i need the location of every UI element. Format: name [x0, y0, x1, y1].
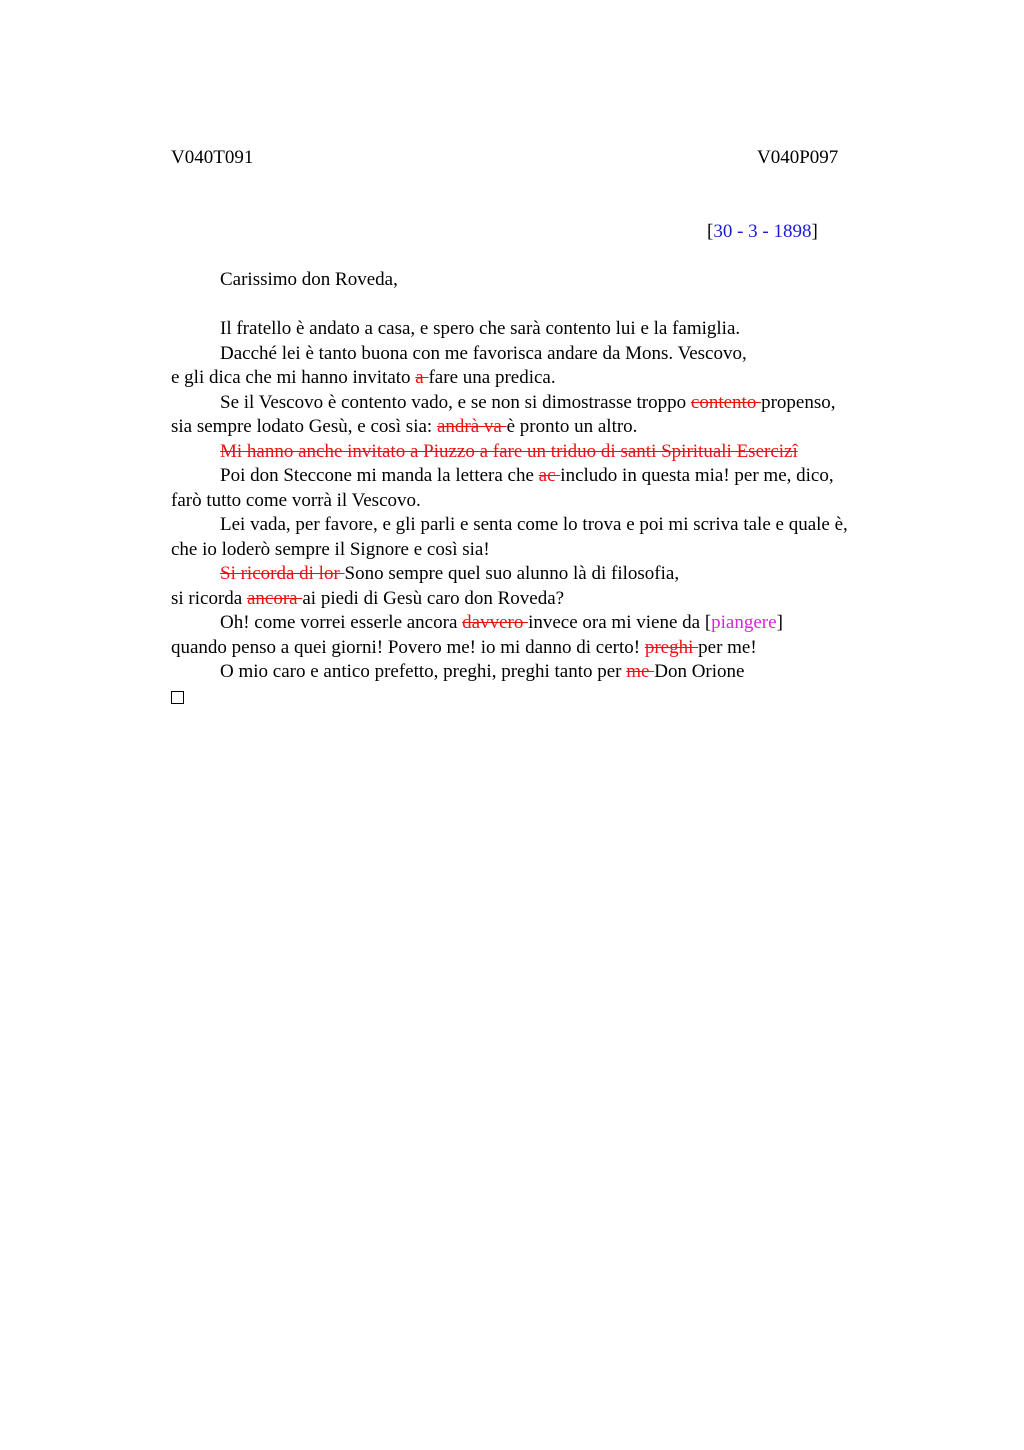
text-segment: sia sempre lodato Gesù, e così sia: [171, 416, 437, 437]
paragraph-7-line-1 [171, 562, 911, 587]
paragraph-3-line-1 [171, 391, 911, 416]
paragraph-6-line-2: che io loderò sempre il Signore e così sia! [171, 538, 490, 560]
deleted-text: davvero [462, 612, 529, 633]
square-icon [171, 691, 184, 704]
text-segment: O mio caro e antico prefetto, preghi, preghi tanto per [220, 661, 627, 682]
text-segment: fare una predica. [428, 367, 556, 388]
paragraph-2-line-2 [171, 366, 911, 391]
text-segment: è pronto un altro. [506, 416, 638, 437]
text-segment: per me! [698, 636, 757, 658]
end-marker [171, 685, 911, 712]
deleted-text: Mi hanno anche invitato a Piuzzo a fare un triduo di santi Spirituali Esercizî [220, 440, 798, 462]
paragraph-5-line-1 [171, 464, 911, 489]
date-bracket-close: ] [811, 221, 818, 242]
paragraph-8-line-1 [171, 611, 911, 636]
text-segment: Oh! come vorrei esserle ancora [220, 612, 463, 633]
paragraph-9-closing [171, 660, 911, 685]
paragraph-2-line-1: Dacché lei è tanto buona con me favorisca andare da Mons. Vescovo, [220, 342, 747, 364]
deleted-text: contento [690, 391, 762, 413]
deleted-text: Si ricorda di lor [220, 563, 345, 584]
paragraph-1: Il fratello è andato a casa, e spero che sarà contento lui e la famiglia. [220, 318, 741, 339]
text-segment: includo in questa mia! per me, dico, [560, 465, 834, 486]
text-segment: ai piedi di Gesù caro don Roveda? [302, 587, 565, 609]
paragraph-7-line-2 [171, 587, 911, 612]
date-value: 30 - 3 - 1898 [713, 221, 812, 242]
signature: Don Orione [654, 661, 745, 682]
text-segment: Poi don Steccone mi manda la lettera che [220, 465, 539, 486]
paragraph-6-line-1: Lei vada, per favore, e gli parli e senta come lo trova e poi mi scriva tale e quale è, [220, 514, 848, 535]
letter-body [171, 268, 911, 711]
deleted-text: ancora [246, 587, 303, 609]
deleted-text: andrà va [436, 416, 507, 437]
paragraph-5-line-2: farò tutto come vorrà il Vescovo. [171, 489, 421, 511]
document-code-left: V040T091 [171, 147, 254, 168]
text-segment: Se il Vescovo è contento vado, e se non si dimostrasse troppo [220, 391, 691, 413]
paragraph-gap [171, 293, 911, 318]
deleted-text: a [415, 367, 429, 388]
paragraph-3-line-2 [171, 415, 911, 440]
paragraph-8-line-2 [171, 636, 911, 661]
date-bracket-open: [ [707, 221, 714, 242]
text-segment: e gli dica che mi hanno invitato [171, 367, 416, 388]
letter-date [707, 220, 818, 244]
inserted-text: piangere [711, 612, 777, 633]
deleted-text: me [626, 661, 655, 682]
text-segment: ] [776, 612, 783, 633]
text-segment: quando penso a quei giorni! Povero me! io mi danno di certo! [171, 636, 645, 658]
deleted-text: preghi [644, 636, 699, 658]
text-segment: invece ora mi viene da [ [528, 612, 712, 633]
text-segment: propenso, [761, 391, 836, 413]
salutation: Carissimo don Roveda, [220, 269, 398, 290]
document-code-right: V040P097 [757, 147, 839, 168]
text-segment: si ricorda [171, 587, 247, 609]
text-segment: Sono sempre quel suo alunno là di filosofia, [344, 563, 680, 584]
paragraph-4-deleted [171, 440, 911, 465]
deleted-text: ac [538, 465, 561, 486]
